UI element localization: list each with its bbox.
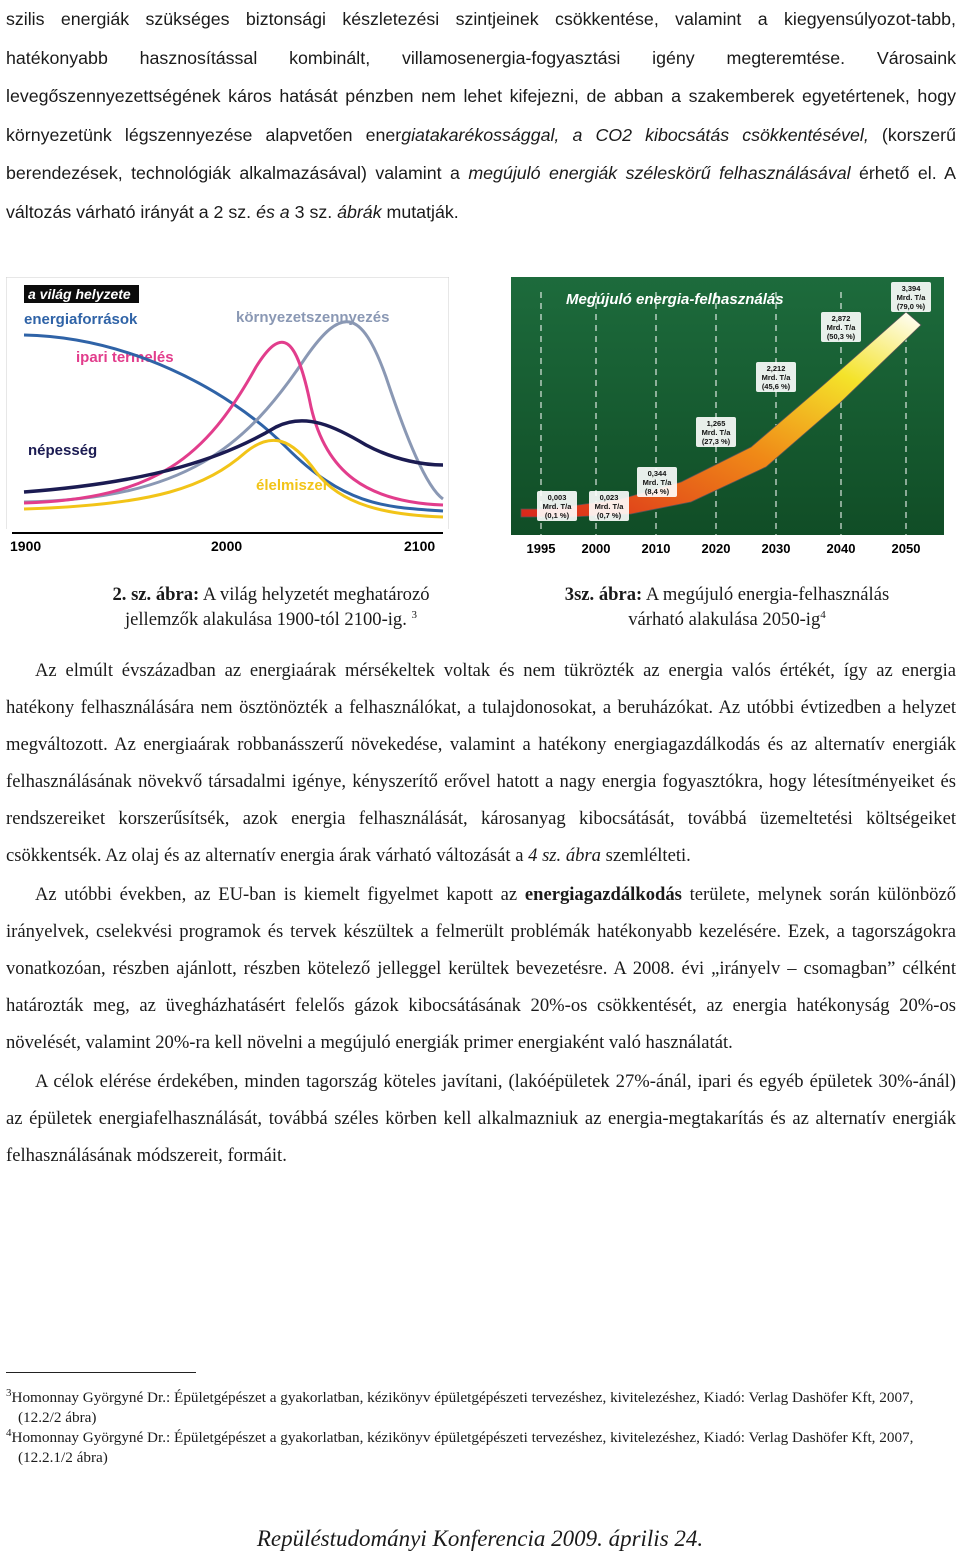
label-energy-sources: energiaforrások: [24, 311, 138, 328]
paragraph-eu-policy: Az utóbbi években, az EU-ban is kiemelt figyelmet kapott az energiagazdálkodás területe, melynek során különböző irányelvek, cselekvési programok és tervek készültek a felmerült problémák hatékonyabb kezelésére. Ezek, a tagországokra vonatkozóan, részben ajánlott, részben kötelező jelleggel kerültek bevezetésre. A 2008. évi „irányelv – csomagban” célként határozták meg, az üvegházhatásért felelős gázok kibocsátásának 20%-os csökkentését, az energia hatékonyság 20%-os növelését, valamint 20%-ra kell növelni a megújuló energiák primer energiaként való használatát.: [6, 884, 956, 1053]
graph-title-label: a világ helyzete: [28, 286, 131, 302]
value-label-text: 0,344: [647, 469, 667, 478]
label-pollution: környezetszennyezés: [236, 309, 390, 326]
footnote-4: $^4$Homonnay Györgyné Dr.: Épületgépészet a gyakorlatban, kézikönyv épületgépészeti tervezéshez, kivitelezéshez, Kiadó: Verlag Dashöfer Kft, 2007, (12.2.1/2 ábra): [6, 1426, 914, 1466]
figure-renewable-energy: [511, 277, 944, 561]
year-tick-2040: 2040: [826, 541, 856, 556]
value-label-text: (0,7 %): [596, 511, 622, 520]
label-industry: ipari termelés: [76, 349, 174, 366]
body-text: [6, 652, 956, 1174]
value-label-text: 1,265: [706, 419, 726, 428]
value-label-text: Mrd. T/a: [896, 293, 926, 302]
label-population: népesség: [28, 442, 98, 459]
value-label-text: Mrd. T/a: [594, 502, 624, 511]
year-tick-2020: 2020: [701, 541, 731, 556]
figure3-caption: 3sz. ábra: A megújuló energia-felhasználás várható alakulása $2050-ig^4$: [564, 584, 890, 630]
year-tick-2000: 2000: [581, 541, 611, 556]
value-label-text: Mrd. T/a: [642, 478, 672, 487]
value-label-text: Mrd. T/a: [761, 373, 791, 382]
value-label-text: Mrd. T/a: [826, 323, 856, 332]
footnote-3: $^3$Homonnay Györgyné Dr.: Épületgépészet a gyakorlatban, kézikönyv épületgépészeti tervezéshez, kivitelezéshez, Kiadó: Verlag Dashöfer Kft, 2007, (12.2/2 ábra): [6, 1386, 914, 1426]
year-tick-2010: 2010: [641, 541, 671, 556]
value-label-text: (8,4 %): [644, 487, 670, 496]
figure2-caption: 2. sz. ábra: A világ helyzetét meghatározó jellemzők alakulása 1900-tól 2100-ig. $^3$: [112, 584, 430, 630]
axis-tick-2100: 2100: [404, 538, 436, 554]
value-label-text: 0,003: [547, 493, 567, 502]
value-label-text: (45,6 %): [761, 382, 791, 391]
value-label-text: (79,0 %): [896, 302, 926, 311]
footnotes: [6, 1388, 946, 1468]
year-tick-2050: 2050: [891, 541, 921, 556]
value-label-text: Mrd. T/a: [542, 502, 572, 511]
value-label-text: 3,394: [901, 284, 921, 293]
year-tick-2030: 2030: [761, 541, 791, 556]
footnote-separator: [6, 1372, 196, 1373]
axis-tick-2000: 2000: [211, 538, 243, 554]
value-label-text: (50,3 %): [826, 332, 856, 341]
value-label-text: 2,872: [831, 314, 851, 323]
paragraph-targets: A célok elérése érdekében, minden tagország köteles javítani, (lakóépületek 27%-ánál, ipari és egyéb épületek 30%-ánál) az épületek energiafelhasználását, továbbá széles körben kell alkalmazniuk az energia-megtakarítás és az alternatív energiák felhasználásának módszereit, formáit.: [6, 1071, 956, 1166]
renewable-energy-graph: [511, 277, 944, 561]
page-footer: Repüléstudományi Konferencia 2009. április 24.: [256, 1526, 704, 1551]
value-label-text: (0,1 %): [544, 511, 570, 520]
world-situation-graph: [6, 277, 449, 562]
paragraph-energy-prices: Az elmúlt évszázadban az energiaárak mérsékeltek voltak és nem tükrözték az energia valós értékét, így az energia hatékony felhasználására nem ösztönözték a felhasználókat, a tulajdonosokat, a beruházókat. Az utóbbi évtizedben a helyzet megváltozott. Az energiaárak robbanásszerű növekedése, valamint a hatékony energiagazdálkodás és az alternatív energiák felhasználásának növekvő társadalmi igénye, kényszerítő erővel hatott a nagy energia fogyasztókra, hogy létesítményeiket és rendszereiket korszerűsítsék, azok energia felhasználását, károsanyag kibocsátását, továbbá üzemeltetési költségeiket csökkentsék. Az olaj és az alternatív energia árak várható változását a 4 sz. ábra szemlélteti.: [6, 660, 956, 866]
label-food: élelmiszer: [256, 477, 329, 494]
value-label-text: 2,212: [766, 364, 786, 373]
intro-paragraph: szilis energiák szükséges biztonsági készletezési szintjeinek csökkentése, valamint a kiegyensúlyozot-tabb, hatékonyabb hasznosítással kombinált, villamosenergia-fogyasztási igény megteremtése. Városaink levegőszennyezettségének káros hatását pénzben nem lehet kifejezni, de abban a szakemberek egyetértenek, hogy környezetünk légszennyezése alapvetően energiatakarékossággal, a CO2 kibocsátás csökkentésével, (korszerű berendezések, technológiák alkalmazásával) valamint a megújuló energiák széleskörű felhasználásával érhető el. A változás várható irányát a 2 sz. és a 3 sz. ábrák mutatják.: [6, 9, 956, 222]
value-label-text: Mrd. T/a: [701, 428, 731, 437]
figure-world-situation: [6, 277, 449, 562]
value-label-text: 0,023: [599, 493, 619, 502]
axis-tick-1900: 1900: [10, 538, 42, 554]
value-label-text: (27,3 %): [701, 437, 731, 446]
year-tick-1995: 1995: [526, 541, 556, 556]
renewable-title: Megújuló energia-felhasználás: [566, 291, 784, 308]
